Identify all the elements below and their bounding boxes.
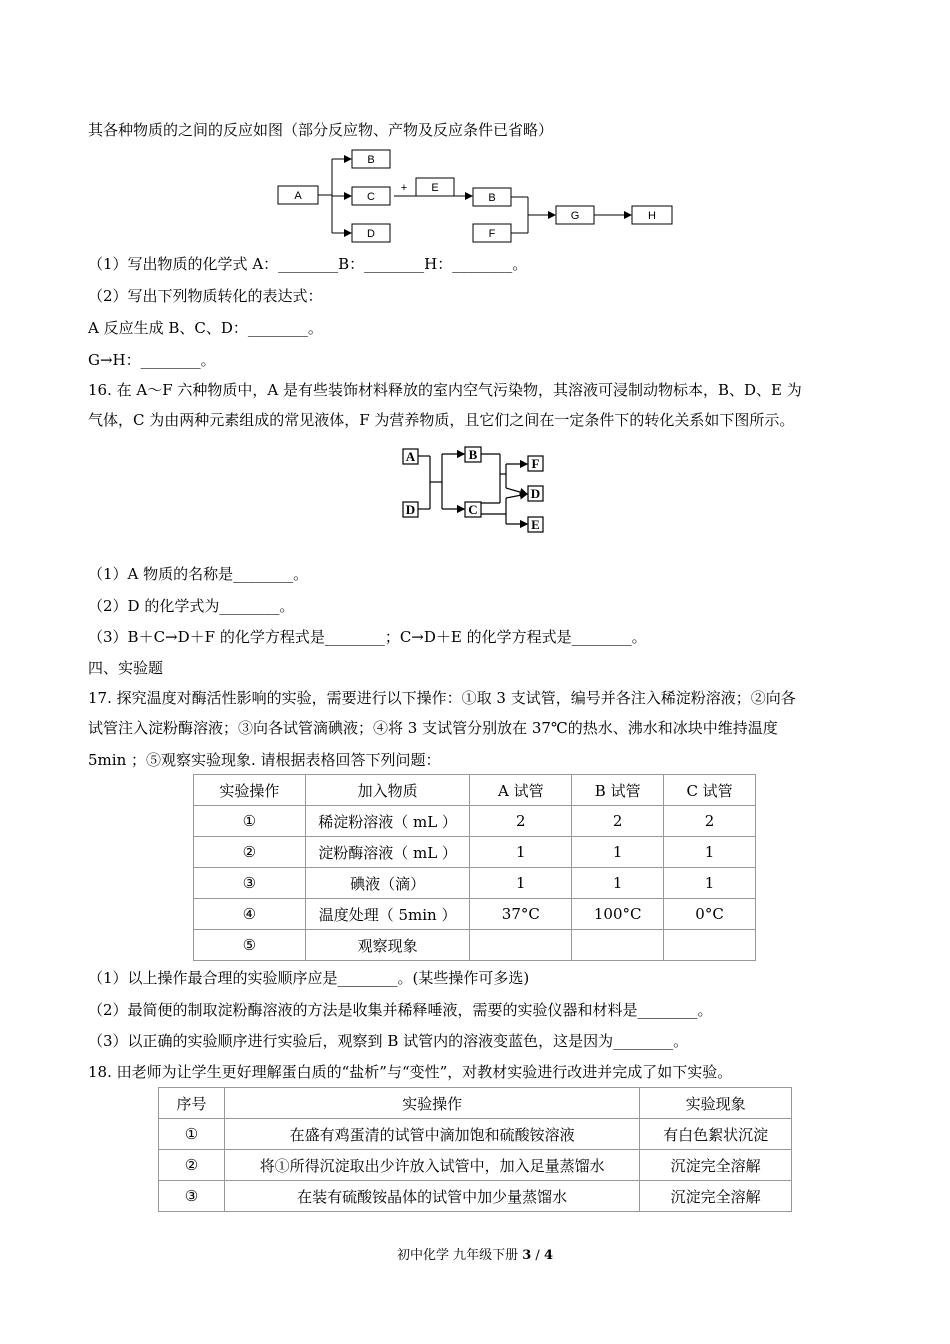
page-footer: [0, 1244, 950, 1263]
d2-node-b: B: [468, 447, 478, 462]
table-cell: 沉淀完全溶解: [640, 1181, 792, 1212]
table-header-cell: 实验操作: [224, 1088, 639, 1119]
q16-part2: （2）D 的化学式为________。: [88, 597, 295, 615]
table-cell: 有白色絮状沉淀: [640, 1119, 792, 1150]
q17-line3: 5min ；⑤观察实验现象. 请根据表格回答下列问题：: [88, 751, 441, 769]
page-separator: /: [531, 1248, 544, 1263]
table-header-cell: 加入物质: [305, 775, 470, 806]
q15-part2: （2）写出下列物质转化的表达式：: [88, 287, 323, 305]
plus-sign: +: [400, 182, 408, 194]
q17-table: [193, 774, 756, 961]
table-cell: 碘液（滴）: [305, 868, 470, 899]
table-cell: 1: [470, 837, 572, 868]
table-cell: 沉淀完全溶解: [640, 1150, 792, 1181]
q16-line1: 16. 在 A～F 六种物质中，A 是有些装饰材料释放的室内空气污染物，其溶液可浸制动物标本，B、D、E 为: [88, 381, 802, 399]
table-cell: 1: [664, 837, 756, 868]
table-row: [194, 868, 756, 899]
page-total: 4: [543, 1248, 553, 1263]
table-cell: 0°C: [664, 899, 756, 930]
table-header-cell: 实验现象: [640, 1088, 792, 1119]
table-row: [194, 837, 756, 868]
reaction-diagram-1: [270, 146, 690, 248]
q16-line2: 气体，C 为由两种元素组成的常见液体，F 为营养物质，且它们之间在一定条件下的转化关系如下图所示。: [88, 411, 795, 429]
table-cell: 稀淀粉溶液（ mL ）: [305, 806, 470, 837]
table-cell: 2: [664, 806, 756, 837]
q17-line1: 17. 探究温度对酶活性影响的实验，需要进行以下操作：①取 3 支试管，编号并各注入稀淀粉溶液；②向各: [88, 689, 796, 707]
table-header-cell: 实验操作: [194, 775, 306, 806]
q16-part1: （1）A 物质的名称是________。: [88, 565, 309, 583]
q15-part3: A 反应生成 B、C、D：________。: [88, 319, 323, 337]
table-cell: ③: [194, 868, 306, 899]
table-cell: ④: [194, 899, 306, 930]
page-number: 3: [522, 1248, 532, 1263]
table-cell: 2: [470, 806, 572, 837]
table-cell: 1: [664, 868, 756, 899]
d2-node-a: A: [405, 449, 416, 464]
q15-part4: G→H：________。: [88, 351, 216, 369]
d2-node-d: D: [405, 502, 416, 517]
q16-part3: （3）B＋C→D＋F 的化学方程式是________；C→D＋E 的化学方程式是________。: [88, 628, 647, 646]
table-cell: 在装有硫酸铵晶体的试管中加少量蒸馏水: [224, 1181, 639, 1212]
table-cell: 1: [572, 868, 664, 899]
table-header-row: [194, 775, 756, 806]
table-row: [159, 1119, 792, 1150]
table-header-cell: A 试管: [470, 775, 572, 806]
table-cell: 温度处理（ 5min ）: [305, 899, 470, 930]
footer-text: 初中化学 九年级下册: [396, 1248, 523, 1263]
reaction-diagram-2: [400, 446, 550, 536]
table-cell: ①: [194, 806, 306, 837]
table-header-cell: B 试管: [572, 775, 664, 806]
node-b: B: [367, 154, 375, 166]
q17-line2: 试管注入淀粉酶溶液；③向各试管滴碘液；④将 3 支试管分别放在 37℃的热水、沸水和冰块中维持温度: [88, 719, 778, 737]
table-cell: ②: [159, 1150, 225, 1181]
table-cell: ⑤: [194, 930, 306, 961]
table-row: [159, 1181, 792, 1212]
table-cell: ①: [159, 1119, 225, 1150]
table-cell: 1: [470, 868, 572, 899]
q18-table: [158, 1087, 792, 1212]
table-cell: ③: [159, 1181, 225, 1212]
node-a: A: [294, 190, 302, 202]
table-cell: 观察现象: [305, 930, 470, 961]
d2-node-e: E: [531, 517, 540, 532]
table-cell: 淀粉酶溶液（ mL ）: [305, 837, 470, 868]
intro-line: 其各种物质的之间的反应如图（部分反应物、产物及反应条件已省略）: [88, 121, 554, 139]
table-cell: 在盛有鸡蛋清的试管中滴加饱和硫酸铵溶液: [224, 1119, 639, 1150]
node-f: F: [488, 228, 496, 240]
q18-line1: 18. 田老师为让学生更好理解蛋白质的“盐析”与“变性”，对教材实验进行改进并完成了如下实验。: [88, 1063, 733, 1081]
table-row: [194, 899, 756, 930]
table-cell: 将①所得沉淀取出少许放入试管中，加入足量蒸馏水: [224, 1150, 639, 1181]
table-row: [194, 930, 756, 961]
d2-node-f: F: [531, 456, 540, 471]
section-heading: 四、实验题: [88, 659, 164, 677]
table-cell: 2: [572, 806, 664, 837]
table-header-row: [159, 1088, 792, 1119]
table-row: [194, 806, 756, 837]
d2-node-c: C: [468, 502, 478, 517]
table-cell: [572, 930, 664, 961]
node-g: G: [570, 210, 580, 222]
node-e: E: [431, 182, 439, 194]
table-header-cell: 序号: [159, 1088, 225, 1119]
table-cell: 100°C: [572, 899, 664, 930]
q17-part2: （2）最简便的制取淀粉酶溶液的方法是收集并稀释唾液，需要的实验仪器和材料是________。: [88, 1001, 713, 1019]
table-cell: [470, 930, 572, 961]
table-cell: 1: [572, 837, 664, 868]
q15-part1: （1）写出物质的化学式 A：________B：________H：________。: [88, 255, 528, 273]
node-b2: B: [488, 192, 496, 204]
table-cell: 37°C: [470, 899, 572, 930]
table-row: [159, 1150, 792, 1181]
q17-part3: （3）以正确的实验顺序进行实验后，观察到 B 试管内的溶液变蓝色，这是因为________。: [88, 1032, 689, 1050]
table-cell: ②: [194, 837, 306, 868]
node-c: C: [367, 191, 375, 203]
d2-node-d2: D: [530, 486, 541, 501]
q17-part1: （1）以上操作最合理的实验顺序应是________。(某些操作可多选): [88, 969, 530, 987]
node-h: H: [648, 210, 656, 222]
node-d: D: [367, 228, 375, 240]
table-header-cell: C 试管: [664, 775, 756, 806]
table-cell: [664, 930, 756, 961]
